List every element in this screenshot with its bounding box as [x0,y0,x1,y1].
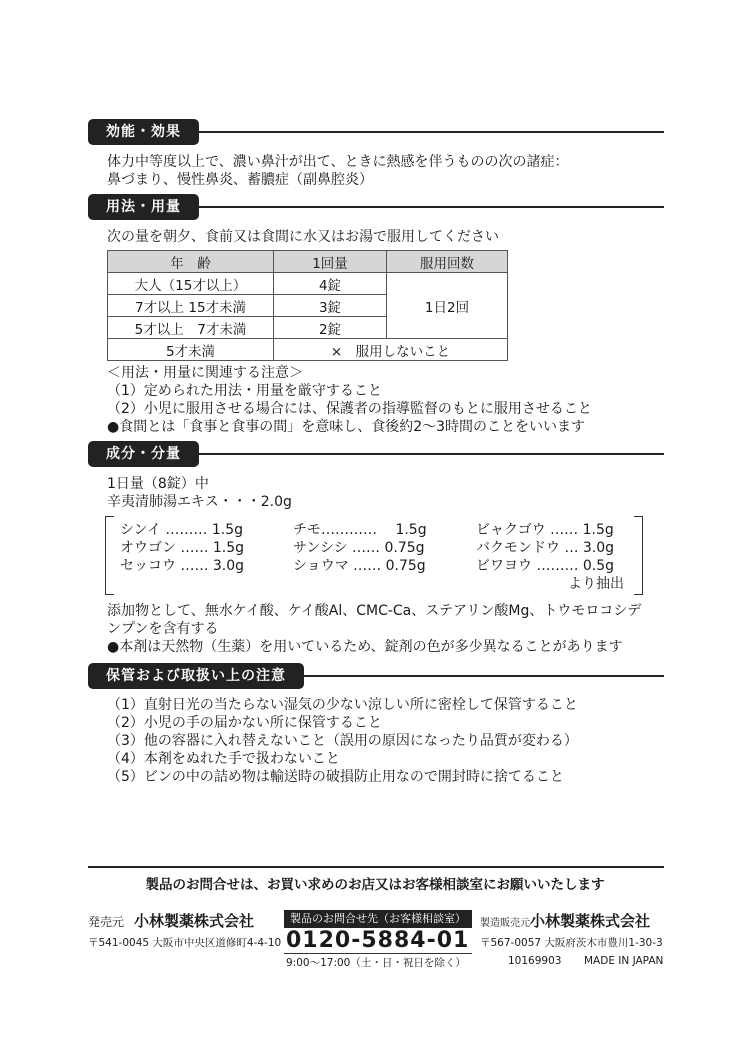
storage-item: （2）小児の手の届かない所に保管すること [107,715,382,731]
additives-line: 添加物として、無水ケイ酸、ケイ酸Al、CMC-Ca、ステアリン酸Mg、トウモロコシデ [107,603,642,619]
storage-item: （5）ビンの中の詰め物は輸送時の破損防止用なので開封時に捨てること [107,769,564,785]
additives-line: ンプンを含有する [107,621,219,637]
section-title: 成分・分量 [88,441,199,467]
dosage-note: ●食間とは「食事と食事の間」を意味し、食後約2〜3時間のことをいいます [107,419,586,435]
dosage-table [107,250,508,361]
color-note: ●本剤は天然物（生薬）を用いているため、錠剤の色が多少異なることがあります [107,639,623,655]
section-title: 用法・用量 [88,194,199,220]
section-header-dosage [88,194,664,220]
header-dose: 1回量 [274,251,387,273]
not-allowed-cell: × 服用しないこと [274,339,508,361]
herb-item: チモ………… 1.5g [293,522,427,538]
section-header-storage [88,663,664,689]
dosage-note: ＜用法・用量に関連する注意＞ [107,365,303,381]
dose-cell: 4錠 [274,273,387,295]
table-header-row [108,251,508,273]
dosage-intro: 次の量を朝夕、食前又は食間に水又はお湯で服用してください [107,229,499,245]
table-row [108,273,508,295]
extract-amount: 辛夷清肺湯エキス・・・2.0g [107,494,292,510]
inquiry-line: 製品のお問合せは、お買い求めのお店又はお客様相談室にお願いいたします [145,877,605,893]
phone-underline [284,953,472,954]
herb-item: バクモンドウ … 3.0g [476,540,615,556]
storage-item: （4）本剤をぬれた手で扱わないこと [107,751,340,767]
section-header-efficacy [88,119,664,145]
maker-address: 〒567-0057 大阪府茨木市豊川1-30-3 [480,937,663,949]
bracket-right [634,516,643,595]
herb-item: サンシシ …… 0.75g [293,540,425,556]
section-title: 効能・効果 [88,119,199,145]
dose-cell: 2錠 [274,317,387,339]
contact-hours: 9:00〜17:00（土・日・祝日を除く） [286,957,466,969]
seller-address: 〒541-0045 大阪市中央区道修町4-4-10 [88,937,282,949]
herb-item: ビワヨウ ……… 0.5g [476,558,615,574]
header-age: 年 齢 [108,251,274,273]
dosage-note: （1）定められた用法・用量を厳守すること [107,383,382,399]
herb-item: オウゴン …… 1.5g [120,540,245,556]
herb-item: シンイ ……… 1.5g [120,522,244,538]
seller-label: 発売元 [88,915,125,929]
age-cell: 7才以上 15才未満 [108,295,274,317]
extract-note: より抽出 [568,576,624,592]
phone-number[interactable]: 0120-5884-01 [286,928,470,953]
age-cell: 5才未満 [108,339,274,361]
storage-item: （1）直射日光の当たらない湿気の少ない涼しい所に密栓して保管すること [107,697,578,713]
frequency-cell: 1日2回 [387,273,508,339]
dosage-note: （2）小児に服用させる場合には、保護者の指導監督のもとに服用させること [107,401,592,417]
dose-cell: 3錠 [274,295,387,317]
herb-item: ビャクゴウ …… 1.5g [476,522,614,538]
contact-label: 製品のお問合せ先（お客様相談室） [284,910,472,928]
section-header-ingredients [88,441,664,467]
bracket-left [105,516,114,595]
footer-rule [88,866,664,868]
age-cell: 5才以上 7才未満 [108,317,274,339]
seller-name: 小林製薬株式会社 [134,912,255,930]
efficacy-line: 体力中等度以上で、濃い鼻汁が出て、ときに熱感を伴うものの次の諸症： [107,154,569,170]
efficacy-line: 鼻づまり、慢性鼻炎、蓄膿症（副鼻腔炎） [107,172,373,188]
header-frequency: 服用回数 [387,251,508,273]
age-cell: 大人（15才以上） [108,273,274,295]
daily-amount: 1日量（8錠）中 [107,476,209,492]
section-title: 保管および取扱い上の注意 [88,663,304,689]
maker-label: 製造販売元 [480,918,530,929]
product-code: 10169903 [508,955,562,967]
storage-item: （3）他の容器に入れ替えないこと（誤用の原因になったり品質が変わる） [107,733,578,749]
herb-item: セッコウ …… 3.0g [120,558,245,574]
table-row [108,339,508,361]
herb-item: ショウマ …… 0.75g [293,558,426,574]
maker-name: 小林製薬株式会社 [530,912,651,930]
origin-label: MADE IN JAPAN [584,955,664,967]
